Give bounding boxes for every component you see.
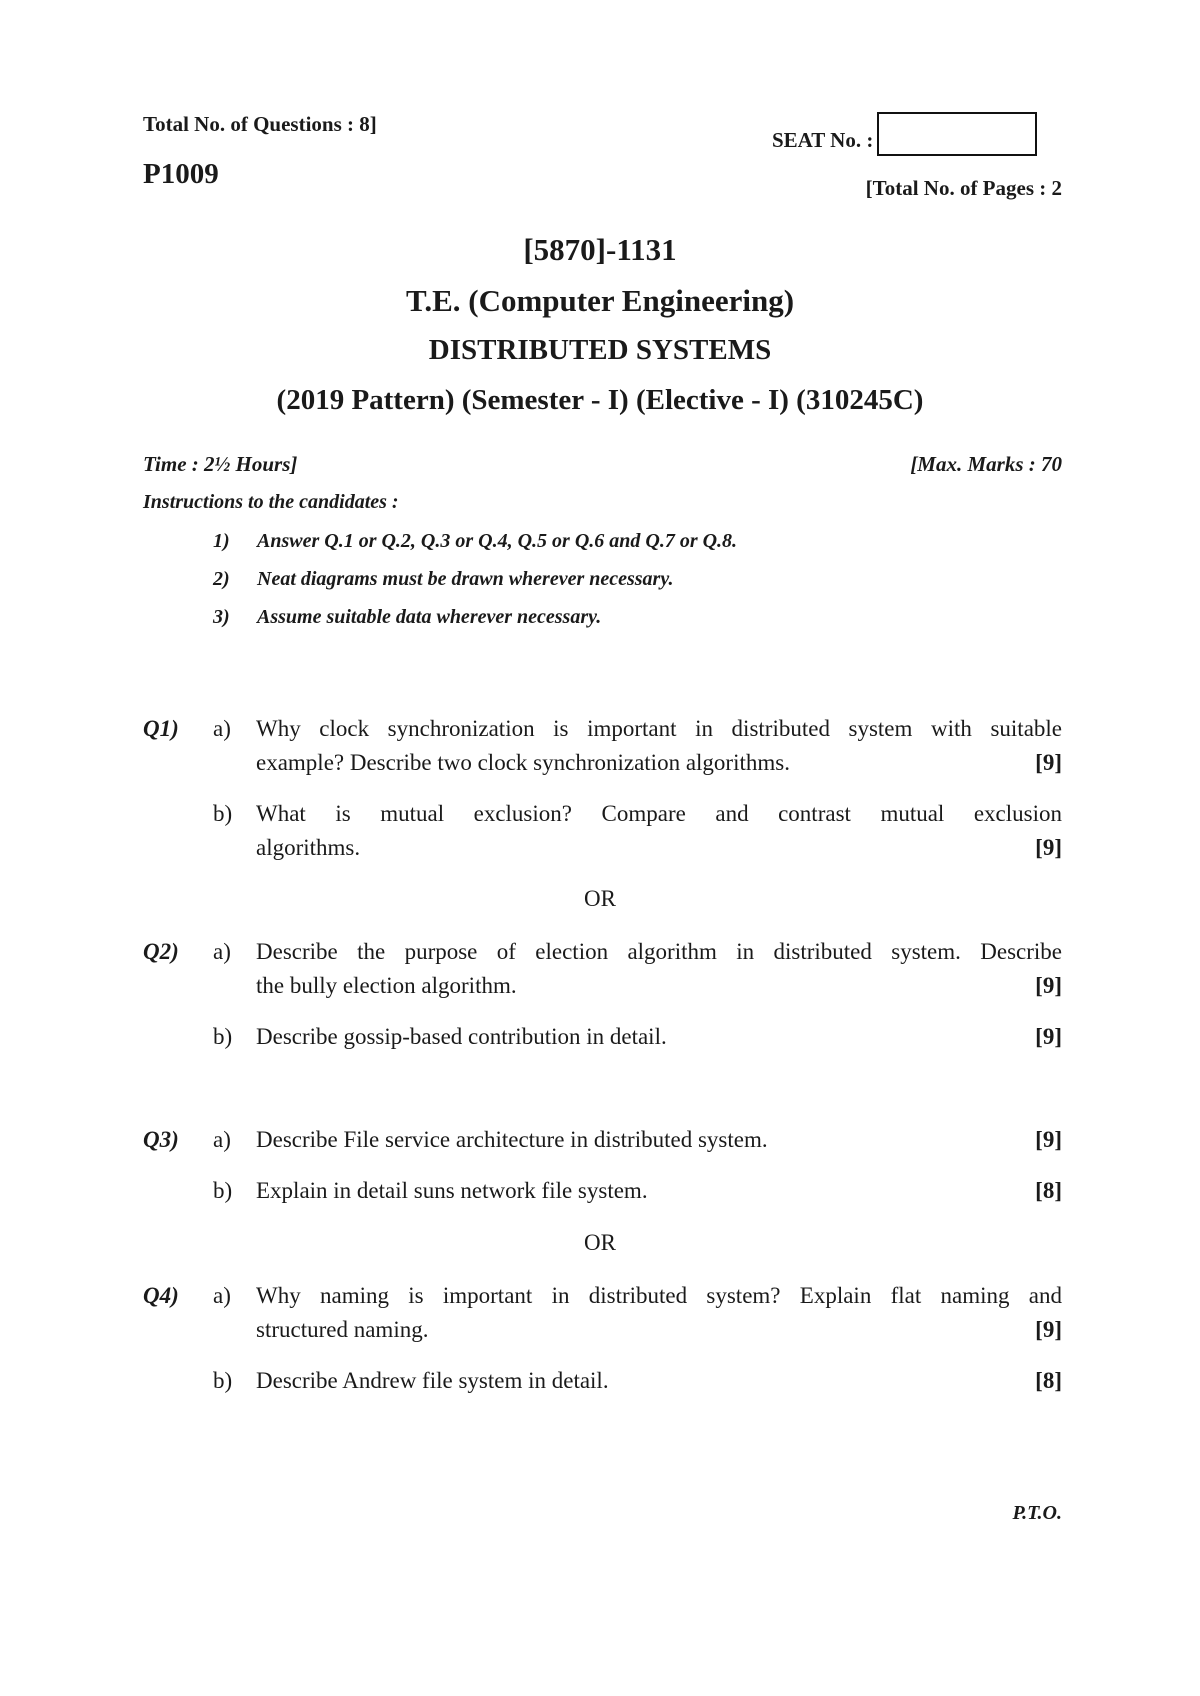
subpart-label: a) — [213, 939, 231, 964]
question-text — [256, 712, 1062, 780]
exam-code: [5870]-1131 — [523, 232, 677, 267]
max-marks: [Max. Marks : 70 — [910, 452, 1062, 476]
instruction-number: 3) — [213, 606, 230, 628]
question-line: Describe the purpose of election algorithm in distributed system. Describe — [256, 939, 1062, 964]
course-title: T.E. (Computer Engineering) — [405, 283, 795, 318]
subpart-label: a) — [213, 1127, 231, 1152]
subpart-label: a) — [213, 716, 231, 741]
instruction-number: 2) — [213, 568, 230, 590]
instructions-title: Instructions to the candidates : — [143, 491, 399, 513]
question-line: Describe File service architecture in distributed system. — [256, 1127, 768, 1152]
question-line: Describe gossip-based contribution in detail. — [256, 1024, 667, 1049]
instruction-number: 1) — [213, 530, 230, 552]
subject-title: DISTRIBUTED SYSTEMS — [428, 334, 772, 366]
question-text — [256, 1364, 1062, 1398]
total-questions: Total No. of Questions : 8] — [143, 112, 377, 136]
subpart-label: b) — [213, 1178, 233, 1203]
subpart-label: a) — [213, 1283, 231, 1308]
total-pages: [Total No. of Pages : 2 — [865, 176, 1062, 200]
seat-label: SEAT No. : — [772, 127, 874, 152]
marks-label: [9] — [1035, 750, 1062, 775]
subpart-label: b) — [213, 1368, 233, 1393]
exam-time: Time : 2½ Hours] — [143, 452, 298, 476]
subpart-label: b) — [213, 801, 233, 826]
or-separator: OR — [584, 886, 616, 911]
instruction-text: Neat diagrams must be drawn wherever necessary. — [257, 568, 674, 590]
question-line: example? Describe two clock synchronization algorithms. — [256, 750, 790, 775]
marks-label: [9] — [1035, 1127, 1062, 1152]
instruction-text: Assume suitable data wherever necessary. — [257, 606, 602, 628]
question-line: algorithms. — [256, 835, 361, 860]
question-text — [256, 935, 1062, 1003]
pattern-line: (2019 Pattern) (Semester - I) (Elective - I) (310245C) — [276, 384, 924, 416]
instruction-item — [213, 568, 673, 591]
marks-label: [9] — [1035, 835, 1062, 860]
question-line: What is mutual exclusion? Compare and contrast mutual exclusion — [256, 801, 1062, 826]
question-line: Explain in detail suns network file system. — [256, 1178, 648, 1203]
pto-label: P.T.O. — [1012, 1502, 1062, 1524]
subpart-label: b) — [213, 1024, 233, 1049]
question-line: Why naming is important in distributed system? Explain flat naming and — [256, 1283, 1062, 1308]
question-label-q2: Q2) — [143, 939, 179, 964]
marks-label: [9] — [1035, 1024, 1062, 1049]
question-text — [256, 1123, 1062, 1157]
marks-label: [9] — [1035, 973, 1062, 998]
question-label-q4: Q4) — [143, 1283, 179, 1308]
marks-label: [8] — [1035, 1178, 1062, 1203]
question-text — [256, 1174, 1062, 1208]
question-line: Why clock synchronization is important in distributed system with suitable — [256, 716, 1062, 741]
question-label-q1: Q1) — [143, 716, 179, 741]
instruction-item — [213, 606, 601, 629]
question-line: Describe Andrew file system in detail. — [256, 1368, 609, 1393]
instruction-text: Answer Q.1 or Q.2, Q.3 or Q.4, Q.5 or Q.6 and Q.7 or Q.8. — [257, 530, 738, 552]
seat-number — [772, 112, 1037, 156]
question-text — [256, 797, 1062, 865]
paper-code: P1009 — [143, 158, 219, 190]
marks-label: [8] — [1035, 1368, 1062, 1393]
instruction-item — [213, 530, 737, 553]
marks-label: [9] — [1035, 1317, 1062, 1342]
seat-number-box — [877, 112, 1037, 156]
question-line: structured naming. — [256, 1317, 429, 1342]
question-label-q3: Q3) — [143, 1127, 179, 1152]
question-text — [256, 1279, 1062, 1347]
question-text — [256, 1020, 1062, 1054]
or-separator: OR — [584, 1230, 616, 1255]
question-line: the bully election algorithm. — [256, 973, 517, 998]
